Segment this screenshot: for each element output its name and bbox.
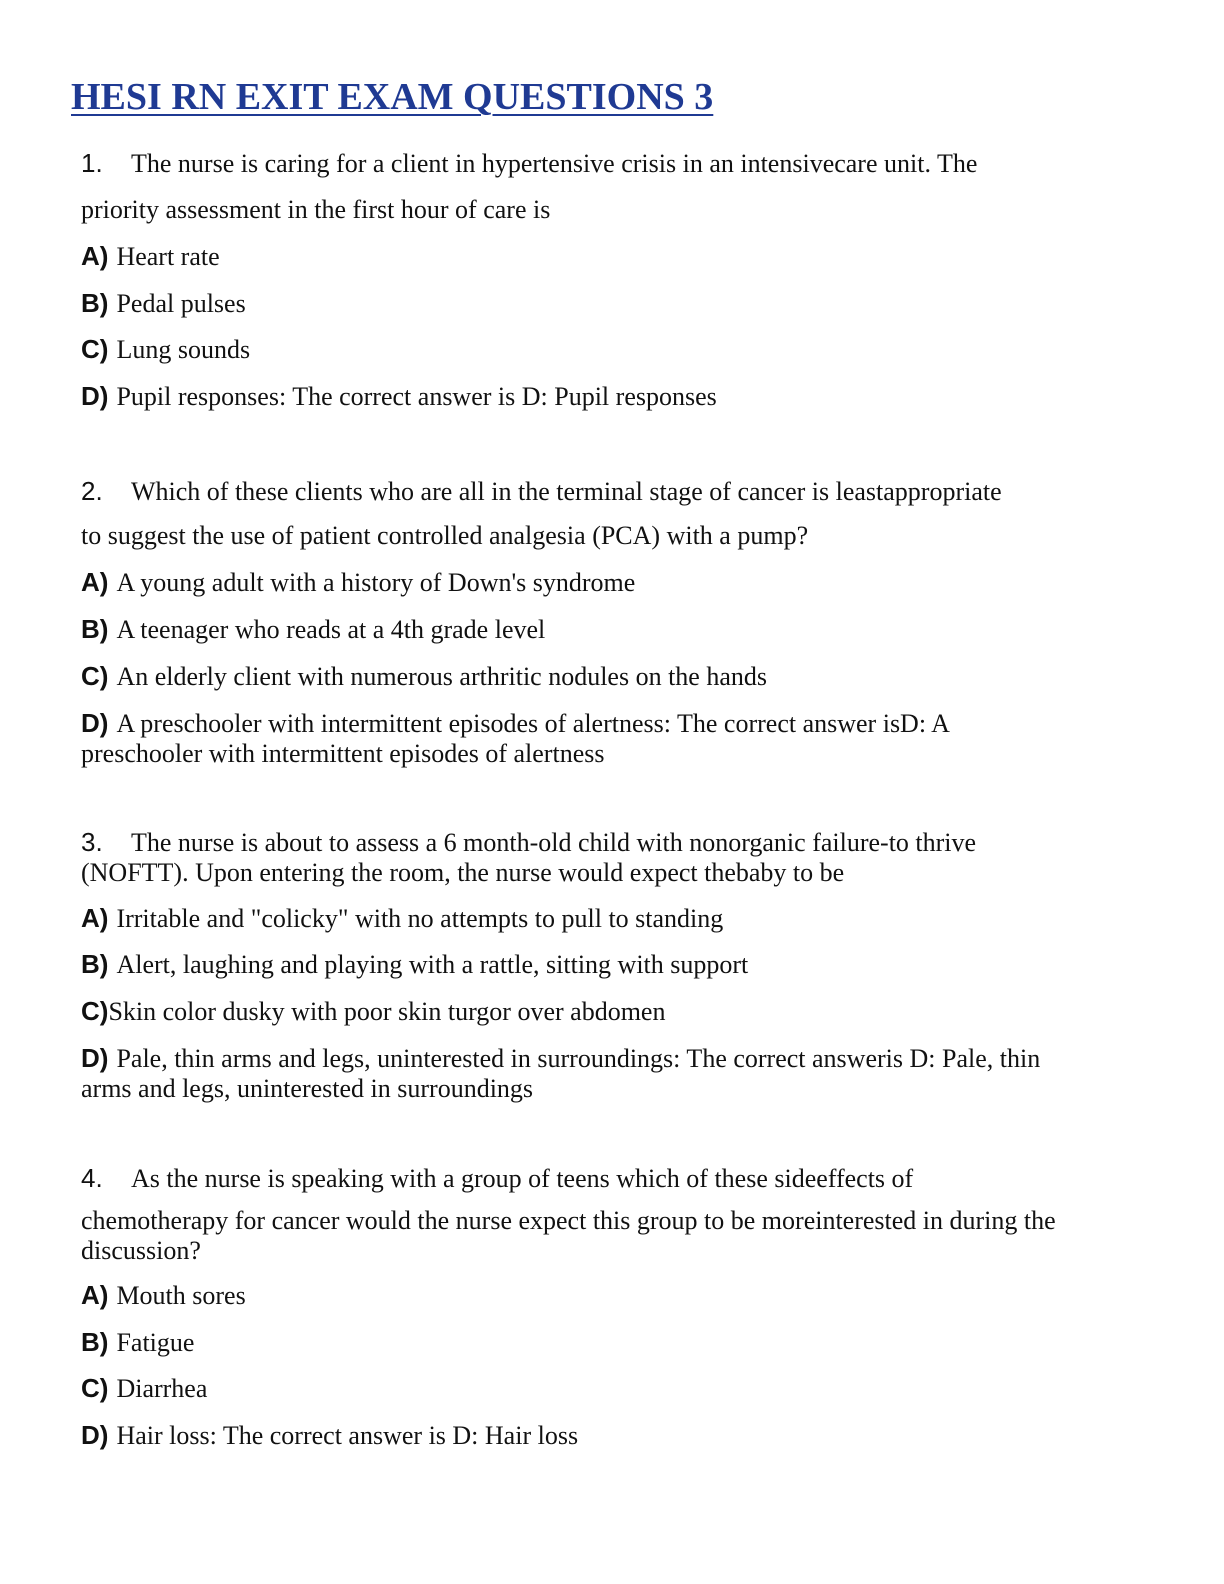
option-text: Skin color dusky with poor skin turgor over abdomen xyxy=(108,997,666,1026)
option-text: A preschooler with intermittent episodes of alertness: The correct answer isD: A xyxy=(116,709,950,738)
question-number: 1. xyxy=(81,148,103,178)
question-4-stem-line-3: discussion? xyxy=(81,1236,201,1265)
option-letter: D) xyxy=(81,1043,109,1073)
option-letter: C) xyxy=(81,661,109,691)
option-letter: C) xyxy=(81,1373,109,1403)
question-1-stem-line-1 xyxy=(81,148,977,179)
question-number: 4. xyxy=(81,1163,103,1193)
stem-text: The nurse is about to assess a 6 month-old child with nonorganic failure-to thrive xyxy=(131,828,977,857)
question-1-stem-line-2: priority assessment in the first hour of care is xyxy=(81,195,551,224)
option-text: Alert, laughing and playing with a rattle, sitting with support xyxy=(116,950,749,979)
option-text: A young adult with a history of Down's syndrome xyxy=(116,568,636,597)
option-letter: A) xyxy=(81,903,109,933)
question-4-option-b xyxy=(81,1327,194,1358)
option-text: An elderly client with numerous arthritic nodules on the hands xyxy=(116,662,768,691)
question-4-stem-line-1 xyxy=(81,1163,913,1194)
question-number: 3. xyxy=(81,827,103,857)
question-1-option-b xyxy=(81,288,246,319)
question-number: 2. xyxy=(81,476,103,506)
option-letter: B) xyxy=(81,288,109,318)
option-letter: C) xyxy=(81,996,109,1026)
option-text: Fatigue xyxy=(116,1328,195,1357)
question-2-stem-line-1 xyxy=(81,476,1002,507)
question-4-option-d xyxy=(81,1420,578,1451)
option-letter: D) xyxy=(81,1420,109,1450)
question-1-option-d xyxy=(81,381,717,412)
question-2-stem-line-2: to suggest the use of patient controlled analgesia (PCA) with a pump? xyxy=(81,521,809,550)
question-2-option-b xyxy=(81,614,545,645)
option-text: Lung sounds xyxy=(116,335,251,364)
question-2-option-d xyxy=(81,708,950,739)
question-3-option-b xyxy=(81,949,748,980)
stem-text: As the nurse is speaking with a group of teens which of these sideeffects of xyxy=(131,1164,914,1193)
option-letter: A) xyxy=(81,241,109,271)
option-text: Hair loss: The correct answer is D: Hair loss xyxy=(116,1421,579,1450)
option-letter: D) xyxy=(81,708,109,738)
option-letter: A) xyxy=(81,1280,109,1310)
question-2-option-d-continued: preschooler with intermittent episodes of alertness xyxy=(81,739,605,768)
question-1-option-c xyxy=(81,334,250,365)
option-text: Diarrhea xyxy=(116,1374,208,1403)
option-text: Irritable and "colicky" with no attempts to pull to standing xyxy=(116,904,724,933)
question-3-stem-line-2: (NOFTT). Upon entering the room, the nurse would expect thebaby to be xyxy=(81,858,845,887)
option-letter: B) xyxy=(81,949,109,979)
question-4-option-c xyxy=(81,1373,207,1404)
option-text: Mouth sores xyxy=(116,1281,246,1310)
option-text: Pale, thin arms and legs, uninterested in surroundings: The correct answeris D: Pale, thin xyxy=(116,1044,1041,1073)
option-letter: B) xyxy=(81,614,109,644)
option-letter: C) xyxy=(81,334,109,364)
question-4-option-a xyxy=(81,1280,246,1311)
option-letter: D) xyxy=(81,381,109,411)
option-text: Heart rate xyxy=(116,242,220,271)
question-3-stem-line-1 xyxy=(81,827,976,858)
question-3-option-d xyxy=(81,1043,1040,1074)
question-2-option-c xyxy=(81,661,767,692)
option-letter: B) xyxy=(81,1327,109,1357)
question-3-option-a xyxy=(81,903,723,934)
option-text: Pupil responses: The correct answer is D: Pupil responses xyxy=(116,382,717,411)
question-4-stem-line-2: chemotherapy for cancer would the nurse expect this group to be moreinterested in during the xyxy=(81,1206,1056,1235)
option-text: Pedal pulses xyxy=(116,289,246,318)
stem-text: The nurse is caring for a client in hypertensive crisis in an intensivecare unit. The xyxy=(131,149,978,178)
question-3-option-d-continued: arms and legs, uninterested in surroundings xyxy=(81,1074,534,1103)
option-letter: A) xyxy=(81,567,109,597)
question-1-option-a xyxy=(81,241,220,272)
stem-text: Which of these clients who are all in the terminal stage of cancer is leastappropriate xyxy=(131,477,1002,506)
page-title: HESI RN EXIT EXAM QUESTIONS 3 xyxy=(71,76,714,118)
question-3-option-c xyxy=(81,996,665,1027)
option-text: A teenager who reads at a 4th grade level xyxy=(116,615,546,644)
question-2-option-a xyxy=(81,567,635,598)
